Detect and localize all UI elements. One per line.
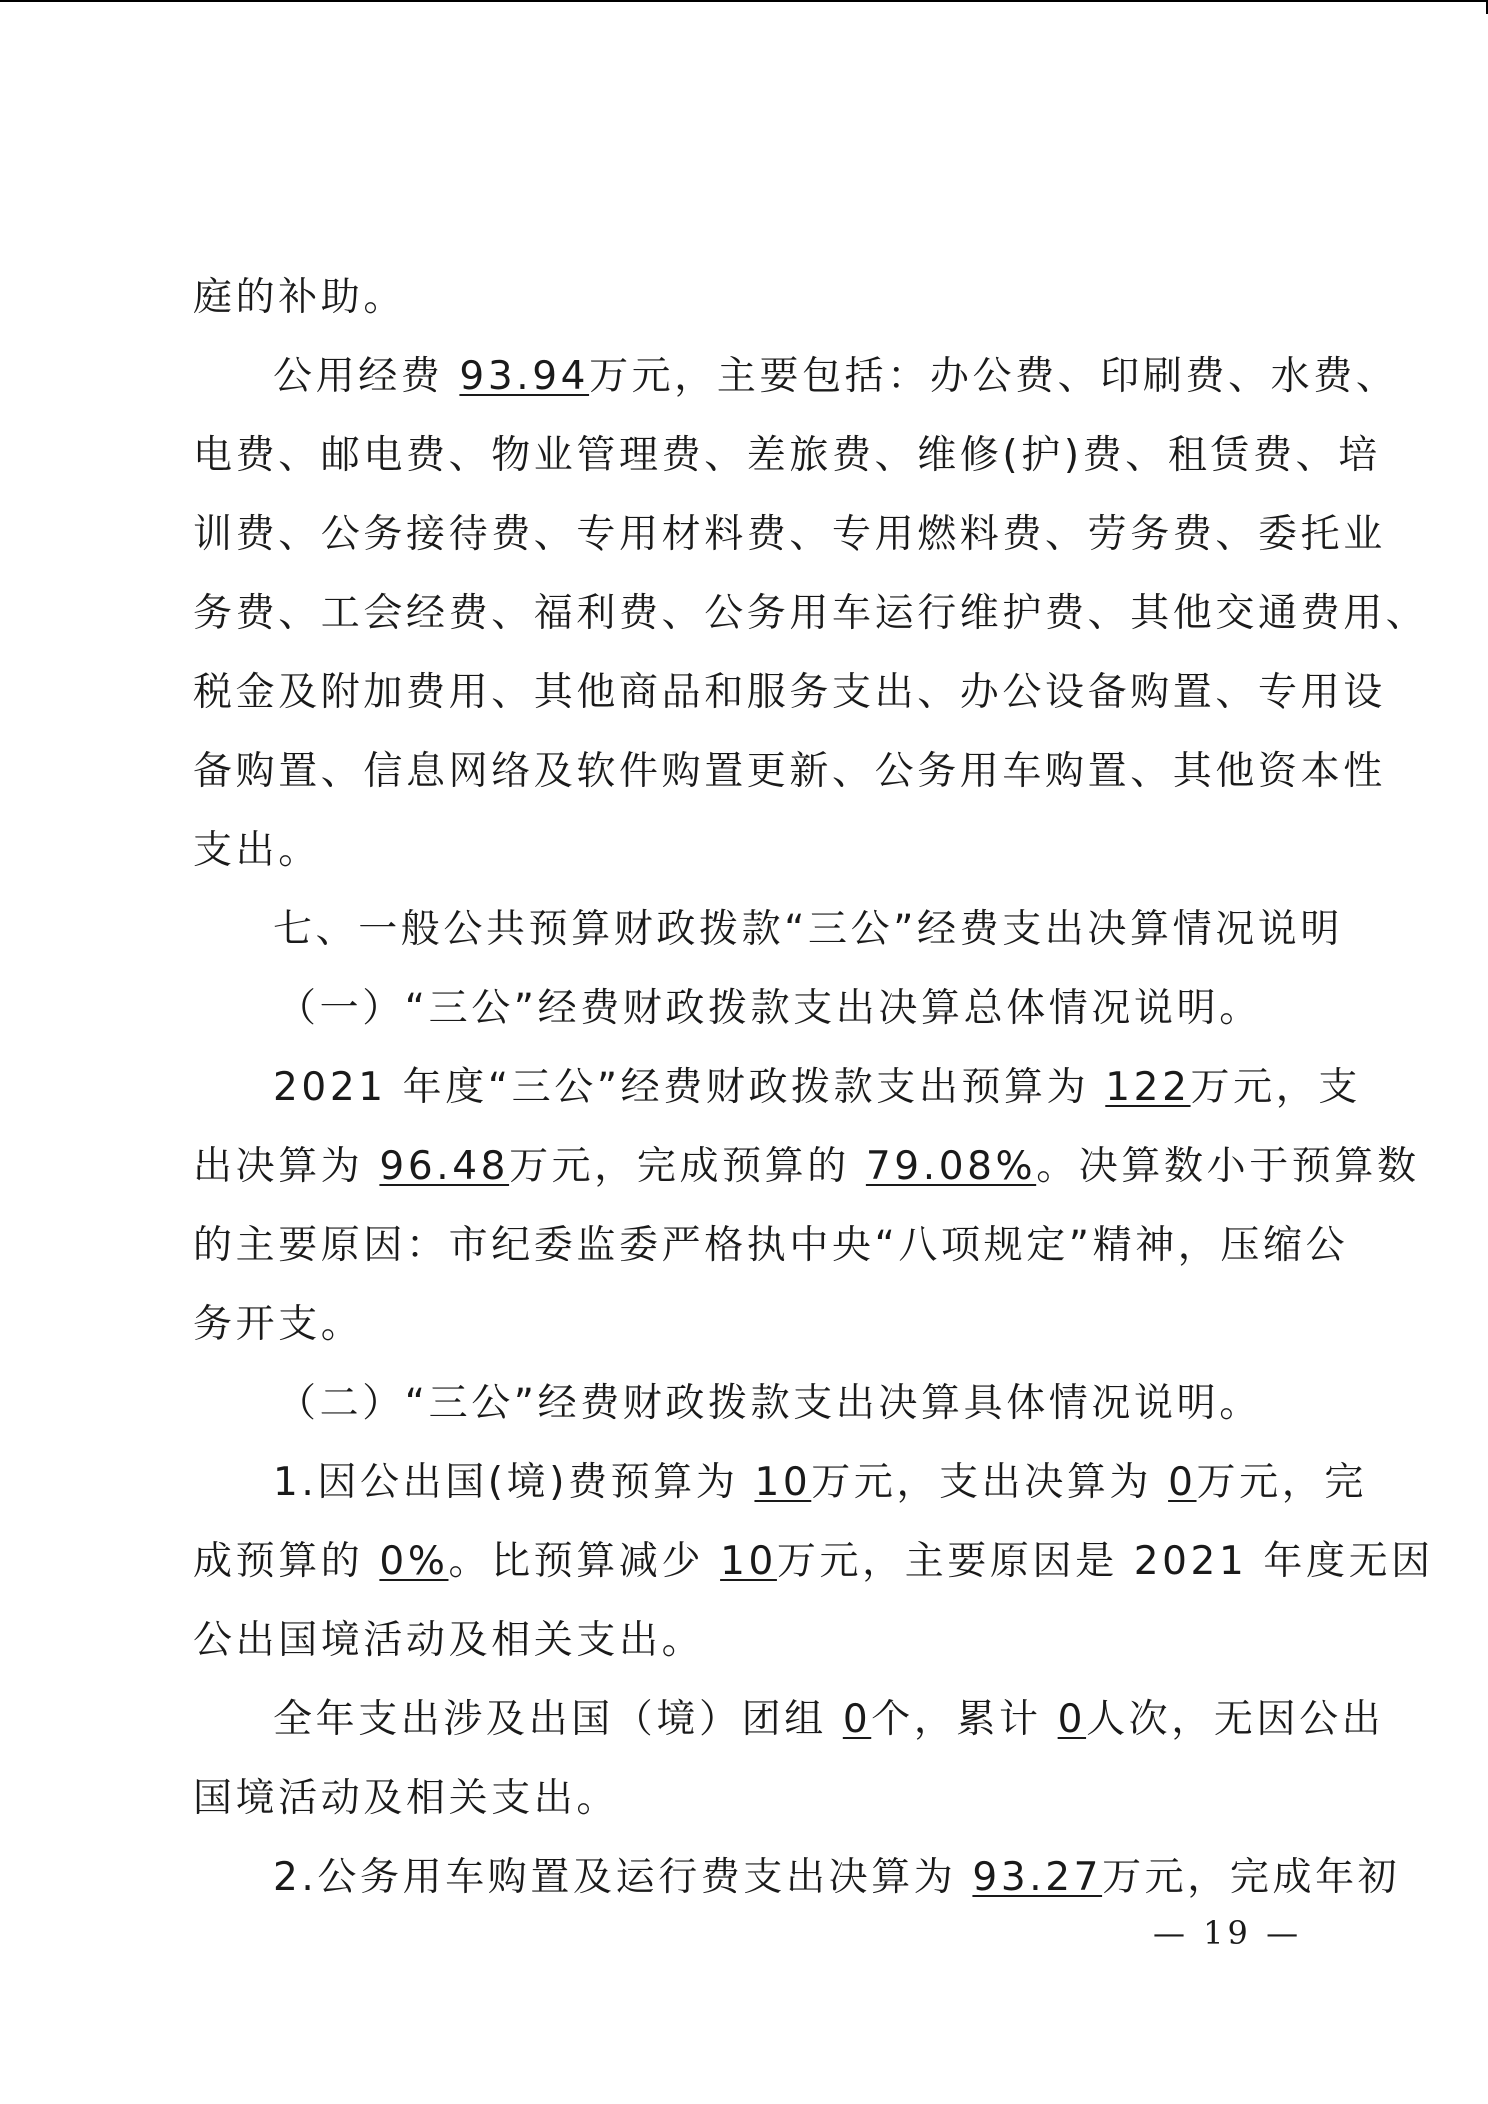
paragraph-three-public-overall xyxy=(193,1048,1361,1127)
text-run: （一）“三公”经费财政拨款支出决算总体情况说明。 xyxy=(277,986,1262,1031)
paragraph-line xyxy=(193,574,1429,653)
text-run: 万元，主要包括：办公费、印刷费、水费、 xyxy=(589,354,1399,399)
group-count: 0 xyxy=(842,1697,872,1742)
text-run: 1.因公出国(境)费预算为 xyxy=(273,1460,755,1505)
paragraph-public-funds xyxy=(193,337,1399,416)
overseas-completion-rate: 0% xyxy=(379,1539,449,1584)
text-run: 。决算数小于预算数 xyxy=(1036,1144,1420,1189)
page-number: — 19 — xyxy=(1153,1914,1303,1952)
text-run: 万元，主要原因是 2021 年度无因 xyxy=(776,1539,1434,1584)
page-top-border xyxy=(0,0,1486,6)
text-run: （二）“三公”经费财政拨款支出决算具体情况说明。 xyxy=(277,1381,1262,1426)
paragraph-line xyxy=(193,258,1297,337)
completion-rate: 79.08% xyxy=(865,1144,1037,1189)
text-run: 全年支出涉及出国（境）团组 xyxy=(273,1697,843,1742)
paragraph-line xyxy=(193,811,1297,890)
text-run: 万元，完成预算的 xyxy=(509,1144,866,1189)
paragraph-overseas-groups xyxy=(193,1680,1385,1759)
text-run: 训费、公务接待费、专用材料费、专用燃料费、劳务费、委托业 xyxy=(193,512,1386,557)
text-run: 2021 年度“三公”经费财政拨款支出预算为 xyxy=(273,1065,1106,1110)
text-run: 个，累计 xyxy=(871,1697,1058,1742)
text-run: 务费、工会经费、福利费、公务用车运行维护费、其他交通费用、 xyxy=(193,591,1429,636)
text-run: 万元，支 xyxy=(1190,1065,1361,1110)
text-run: 支出。 xyxy=(193,828,321,873)
text-run: 万元，完 xyxy=(1196,1460,1367,1505)
paragraph-line xyxy=(193,495,1386,574)
text-run: 庭的补助。 xyxy=(193,275,407,320)
amount-overseas-reduction: 10 xyxy=(720,1539,777,1584)
paragraph-vehicle-costs xyxy=(193,1838,1401,1917)
text-run: 的主要原因：市纪委监委严格执中央“八项规定”精神，压缩公 xyxy=(193,1223,1349,1268)
person-count: 0 xyxy=(1057,1697,1087,1742)
paragraph-line xyxy=(193,1522,1434,1601)
document-body xyxy=(193,258,1434,1917)
text-run: 公出国境活动及相关支出。 xyxy=(193,1618,705,1663)
text-run: 电费、邮电费、物业管理费、差旅费、维修(护)费、租赁费、培 xyxy=(193,433,1381,478)
paragraph-line xyxy=(193,1206,1349,1285)
text-run: 公用经费 xyxy=(273,354,460,399)
amount-overseas-budget: 10 xyxy=(754,1460,812,1505)
text-run: 成预算的 xyxy=(193,1539,380,1584)
paragraph-line xyxy=(193,1759,1297,1838)
paragraph-line xyxy=(193,1127,1420,1206)
paragraph-line xyxy=(193,732,1386,811)
amount-vehicle-final: 93.27 xyxy=(972,1855,1103,1900)
text-run: 税金及附加费用、其他商品和服务支出、办公设备购置、专用设 xyxy=(193,670,1386,715)
text-run: 万元，支出决算为 xyxy=(811,1460,1169,1505)
amount-final: 96.48 xyxy=(379,1144,510,1189)
text-run: 备购置、信息网络及软件购置更新、公务用车购置、其他资本性 xyxy=(193,749,1386,794)
paragraph-line xyxy=(193,653,1386,732)
amount-budget: 122 xyxy=(1105,1065,1191,1110)
text-run: 七、一般公共预算财政拨款“三公”经费支出决算情况说明 xyxy=(273,907,1344,952)
text-run: 出决算为 xyxy=(193,1144,380,1189)
paragraph-line xyxy=(193,1285,1297,1364)
subsection-heading-one xyxy=(193,969,1297,1048)
text-run: 务开支。 xyxy=(193,1302,364,1347)
text-run: 2.公务用车购置及运行费支出决算为 xyxy=(273,1855,973,1900)
text-run: 人次，无因公出 xyxy=(1086,1697,1385,1742)
text-run: 万元，完成年初 xyxy=(1102,1855,1401,1900)
text-run: 。比预算减少 xyxy=(448,1539,721,1584)
amount-overseas-final: 0 xyxy=(1168,1460,1197,1505)
paragraph-line xyxy=(193,416,1381,495)
amount-public-funds: 93.94 xyxy=(459,354,590,399)
paragraph-line xyxy=(193,1601,1297,1680)
subsection-heading-two xyxy=(193,1364,1297,1443)
paragraph-overseas-travel xyxy=(193,1443,1367,1522)
section-heading-seven xyxy=(193,890,1344,969)
text-run: 国境活动及相关支出。 xyxy=(193,1776,620,1821)
